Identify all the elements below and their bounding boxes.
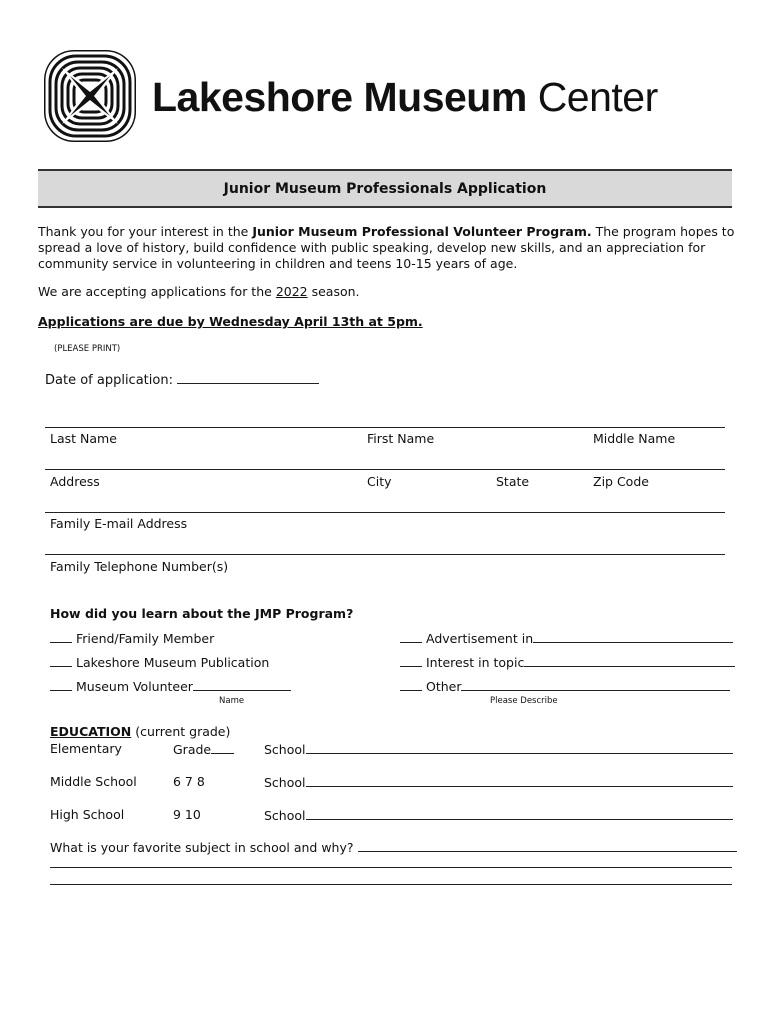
school-field[interactable]: [306, 741, 733, 754]
elementary-label: Elementary: [50, 741, 122, 756]
favorite-question: What is your favorite subject in school and why?: [50, 840, 354, 855]
school-field[interactable]: [306, 807, 733, 820]
season-text: season.: [307, 284, 360, 299]
favorite-answer-line[interactable]: [50, 867, 732, 868]
option-publication: [50, 654, 269, 670]
intro-paragraph: [38, 224, 734, 272]
checkbox-blank[interactable]: [400, 678, 422, 691]
phone-line[interactable]: [45, 554, 725, 555]
option-volunteer: [50, 678, 291, 694]
elementary-school: [264, 741, 733, 757]
address-label: Address: [50, 474, 100, 489]
logo-text-light: Center: [537, 74, 658, 120]
season-year: 2022: [275, 284, 308, 299]
last-name-label: Last Name: [50, 431, 117, 446]
season-text: We are accepting applications for the: [38, 284, 276, 299]
option-label: Lakeshore Museum Publication: [75, 655, 270, 670]
print-note: (PLEASE PRINT): [54, 344, 121, 354]
volunteer-name-caption: Name: [219, 696, 245, 706]
volunteer-name-field[interactable]: [193, 678, 291, 691]
interest-field[interactable]: [524, 654, 735, 667]
date-field[interactable]: [177, 371, 319, 384]
option-label: Interest in topic: [425, 655, 525, 670]
option-label: Museum Volunteer: [75, 679, 193, 694]
favorite-answer-field[interactable]: [358, 839, 737, 852]
favorite-answer-line[interactable]: [50, 884, 732, 885]
zip-label: Zip Code: [593, 474, 649, 489]
checkbox-blank[interactable]: [400, 630, 422, 643]
education-title: EDUCATION: [50, 724, 132, 739]
option-label: Other: [425, 679, 462, 694]
advertisement-field[interactable]: [533, 630, 733, 643]
logo-text-bold: Lakeshore Museum: [152, 74, 527, 120]
favorite-subject: [50, 839, 737, 855]
option-advertisement: [400, 630, 733, 646]
intro-text: spread a love of history, build confidence with public speaking, develop new skills, and an appreciation for: [38, 240, 706, 255]
state-label: State: [496, 474, 530, 489]
city-label: City: [367, 474, 392, 489]
middle-school: [264, 774, 733, 790]
middle-grades: 6 7 8: [173, 774, 205, 789]
other-field[interactable]: [461, 678, 730, 691]
logo-wordmark: [152, 74, 658, 121]
program-name: Junior Museum Professional Volunteer Program.: [252, 224, 592, 239]
due-date-notice: Applications are due by Wednesday April 13th at 5pm.: [38, 314, 423, 329]
school-label: School: [264, 775, 306, 790]
middle-school-label: Middle School: [50, 774, 137, 789]
email-label: Family E-mail Address: [50, 516, 188, 531]
education-note: (current grade): [131, 724, 231, 739]
museum-logo-icon: [40, 46, 140, 146]
address-line[interactable]: [45, 469, 725, 470]
season-line: [38, 284, 360, 299]
intro-text: Thank you for your interest in the: [38, 224, 253, 239]
grade-field[interactable]: [211, 741, 234, 754]
checkbox-blank[interactable]: [400, 654, 422, 667]
high-school: [264, 807, 733, 823]
option-label: Friend/Family Member: [75, 631, 215, 646]
email-line[interactable]: [45, 512, 725, 513]
option-interest: [400, 654, 735, 670]
checkbox-blank[interactable]: [50, 654, 72, 667]
learn-question: How did you learn about the JMP Program?: [50, 606, 354, 621]
page-title: Junior Museum Professionals Application: [223, 181, 547, 197]
title-bar: [38, 169, 732, 208]
date-label: Date of application:: [45, 373, 173, 388]
school-field[interactable]: [306, 774, 733, 787]
high-grades: 9 10: [173, 807, 201, 822]
option-other: [400, 678, 730, 694]
intro-text: community service in volunteering in children and teens 10-15 years of age.: [38, 256, 518, 271]
option-friend: [50, 630, 214, 646]
name-line[interactable]: [45, 427, 725, 428]
elementary-grade: [173, 741, 234, 757]
other-caption: Please Describe: [490, 696, 558, 706]
first-name-label: First Name: [367, 431, 435, 446]
checkbox-blank[interactable]: [50, 678, 72, 691]
school-label: School: [264, 808, 306, 823]
school-label: School: [264, 742, 306, 757]
option-label: Advertisement in: [425, 631, 534, 646]
high-school-label: High School: [50, 807, 125, 822]
education-heading: [50, 724, 230, 739]
grade-label: Grade: [173, 742, 212, 757]
intro-text: The program hopes to: [591, 224, 735, 239]
date-of-application: [45, 371, 319, 388]
middle-name-label: Middle Name: [593, 431, 676, 446]
checkbox-blank[interactable]: [50, 630, 72, 643]
phone-label: Family Telephone Number(s): [50, 559, 229, 574]
